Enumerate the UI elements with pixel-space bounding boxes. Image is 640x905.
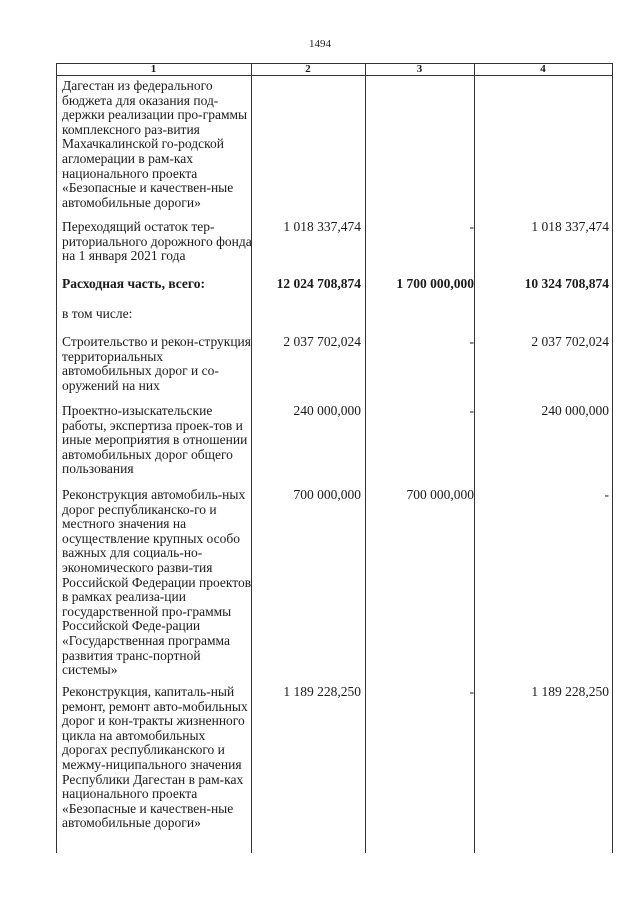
row-value-col3: - (469, 684, 474, 699)
row-value-col4: 1 018 337,474 (531, 219, 609, 234)
row-value-col2: 240 000,000 (293, 403, 361, 418)
row-value-col3: - (469, 334, 474, 349)
row-value-col4: 2 037 702,024 (531, 334, 609, 349)
budget-table (56, 63, 613, 853)
row-value-col2: 1 189 228,250 (283, 684, 361, 699)
header-bottom-border (56, 75, 613, 76)
page-number: 1494 (309, 38, 331, 50)
row-label: Строительство и рекон-струкция территориальных автомобильных дорог и со-оружений на них (62, 334, 251, 393)
column-divider (612, 63, 613, 853)
row-label: Переходящий остаток тер-риториального дорожного фонда на 1 января 2021 года (62, 219, 252, 264)
row-label: Проектно-изыскательские работы, экспертиза проек-тов и иные мероприятия в отношении автомобильных дорог общего пользования (62, 403, 248, 477)
row-value-col2: 700 000,000 (293, 487, 361, 502)
column-header-2: 2 (305, 63, 311, 75)
column-header-4: 4 (540, 63, 546, 75)
row-value-col3: 700 000,000 (406, 487, 474, 502)
column-divider (365, 63, 366, 853)
column-divider (56, 63, 57, 853)
row-value-col2: 2 037 702,024 (283, 334, 361, 349)
column-header-1: 1 (150, 63, 157, 75)
row-label: Дагестан из федерального бюджета для оказания под-держки реализации про-граммы комплексного раз-вития Махачкалинской го-родской агломерации в рам-ках национального проекта «Безопасные и качествен-ные автомобильные дороги» (62, 78, 248, 210)
column-divider (474, 63, 475, 853)
total-value-col3: 1 700 000,000 (396, 276, 474, 291)
total-value-col2: 12 024 708,874 (276, 276, 361, 291)
row-label: Реконструкция автомобиль-ных дорог республиканско-го и местного значения на осуществление крупных особо важных для социаль-но-экономического разви-тия Российской Федерации проектов в рамках реализа-ции государственной про-граммы Российской Феде-рации «Государственная программа развития транс-портной системы» (62, 487, 252, 678)
row-value-col3: - (469, 403, 474, 418)
row-value-col4: 1 189 228,250 (531, 684, 609, 699)
row-label: Реконструкция, капиталь-ный ремонт, ремонт авто-мобильных дорог и кон-тракты жизненного цикла на автомобильных дорогах республиканского и межму-ниципального значения Республики Дагестан в рам-ках национального проекта «Безопасные и качествен-ные автомобильные дороги» (62, 684, 248, 831)
subheading: в том числе: (62, 306, 133, 321)
column-header-3: 3 (416, 63, 423, 75)
row-value-col2: 1 018 337,474 (283, 219, 361, 234)
total-label: Расходная часть, всего: (62, 276, 205, 291)
row-value-col4: - (604, 487, 609, 502)
total-value-col4: 10 324 708,874 (524, 276, 609, 291)
row-value-col4: 240 000,000 (541, 403, 609, 418)
row-value-col3: - (469, 219, 474, 234)
